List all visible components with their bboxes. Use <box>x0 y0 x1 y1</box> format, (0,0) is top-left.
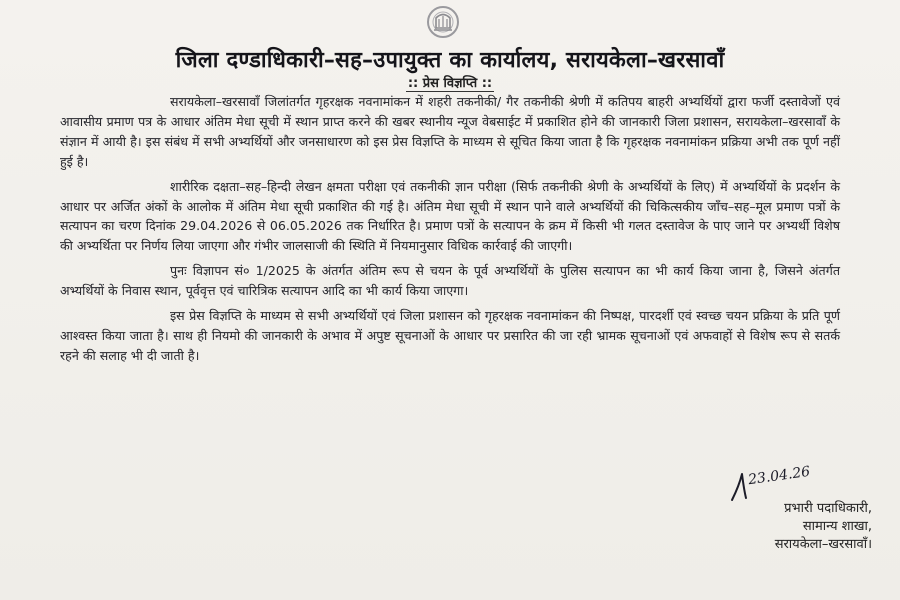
signatory-designation: प्रभारी पदाधिकारी, <box>784 501 872 516</box>
press-release-label <box>0 73 900 91</box>
notice-body <box>60 92 840 366</box>
notice-paragraph-1: सरायकेला–खरसावाँ जिलांतर्गत गृहरक्षक नवनामांकन में शहरी तकनीकी/ गैर तकनीकी श्रेणी में कतिपय बाहरी अभ्यर्थियों द्वारा फर्जी दस्तावेजों एवं आवासीय प्रमाण पत्र के आधार अंतिम मेधा सूची में स्थान प्राप्त करने की खबर स्थानीय न्यूज वेबसाईट में प्रकाशित होने की जानकारी जिला प्रशासन, सरायकेला–खरसावाँ के संज्ञान में आयी है। इस संबंध में सभी अभ्यर्थियों और जनसाधारण को इस प्रेस विज्ञप्ति के माध्यम से सूचित किया जाता है कि गृहरक्षक नवनामांकन प्रक्रिया अभी तक पूर्ण नहीं हुई है। <box>60 94 840 169</box>
press-release-label-text: :: प्रेस विज्ञप्ति :: <box>407 76 493 91</box>
handwritten-date: 23.04.26 <box>747 463 812 489</box>
state-emblem-icon <box>420 2 466 42</box>
signatory-block <box>612 500 872 554</box>
notice-paragraph-4: इस प्रेस विज्ञप्ति के माध्यम से सभी अभ्यर्थियों एवं जिला प्रशासन को गृहरक्षक नवनामांकन की निष्पक्ष, पारदर्शी एवं स्वच्छ चयन प्रक्रिया के प्रति पूर्ण आश्वस्त किया जाता है। साथ ही नियमो की जानकारी के अभाव में अपुष्ट सूचनाओं के आधार पर प्रसारित की जा रही भ्रामक सूचनाओं एवं अफवाहों से विशेष रूप से सतर्क रहने की सलाह भी दी जाती है। <box>60 308 840 363</box>
signature-mark-icon <box>728 472 750 502</box>
notice-paragraph-2: शारीरिक दक्षता–सह–हिन्दी लेखन क्षमता परीक्षा एवं तकनीकी ज्ञान परीक्षा (सिर्फ तकनीकी श्रेणी के अभ्यर्थियों के लिए) में अभ्यर्थियों के प्रदर्शन के आधार पर अर्जित अंकों के आलोक में अंतिम मेधा सूची प्रकाशित की गई है। अंतिम मेधा सूची में स्थान पाने वाले अभ्यर्थियों की चिकित्सकीय जाँच–सह–मूल प्रमाण पत्रों के सत्यापन का चरण दिनांक 29.04.2026 से 06.05.2026 तक निर्धारित है। प्रमाण पत्रों के सत्यापन के क्रम में किसी भी गलत दस्तावेज के पाए जाने पर अभ्यर्थी विशेष की अभ्यर्थिता पर निर्णय लिया जाएगा और गंभीर जालसाजी की स्थिति में नियमानुसार विधिक कार्रवाई की जाएगी। <box>60 178 840 254</box>
signatory-district: सरायकेला–खरसावाँ। <box>774 537 872 552</box>
office-title: जिला दण्डाधिकारी–सह–उपायुक्त का कार्यालय, सरायकेला–खरसावाँ <box>175 48 725 73</box>
signatory-section: सामान्य शाखा, <box>802 519 872 534</box>
notice-paragraph-3: पुनः विज्ञापन सं० 1/2025 के अंतर्गत अंतिम रूप से चयन के पूर्व अभ्यर्थियों के पुलिस सत्यापन का भी कार्य किया जाना है, जिसने अंतर्गत अभ्यर्थियों के निवास स्थान, पूर्ववृत्त एवं चारित्रिक सत्यापन आदि का भी कार्य किया जाएगा। <box>60 263 840 299</box>
